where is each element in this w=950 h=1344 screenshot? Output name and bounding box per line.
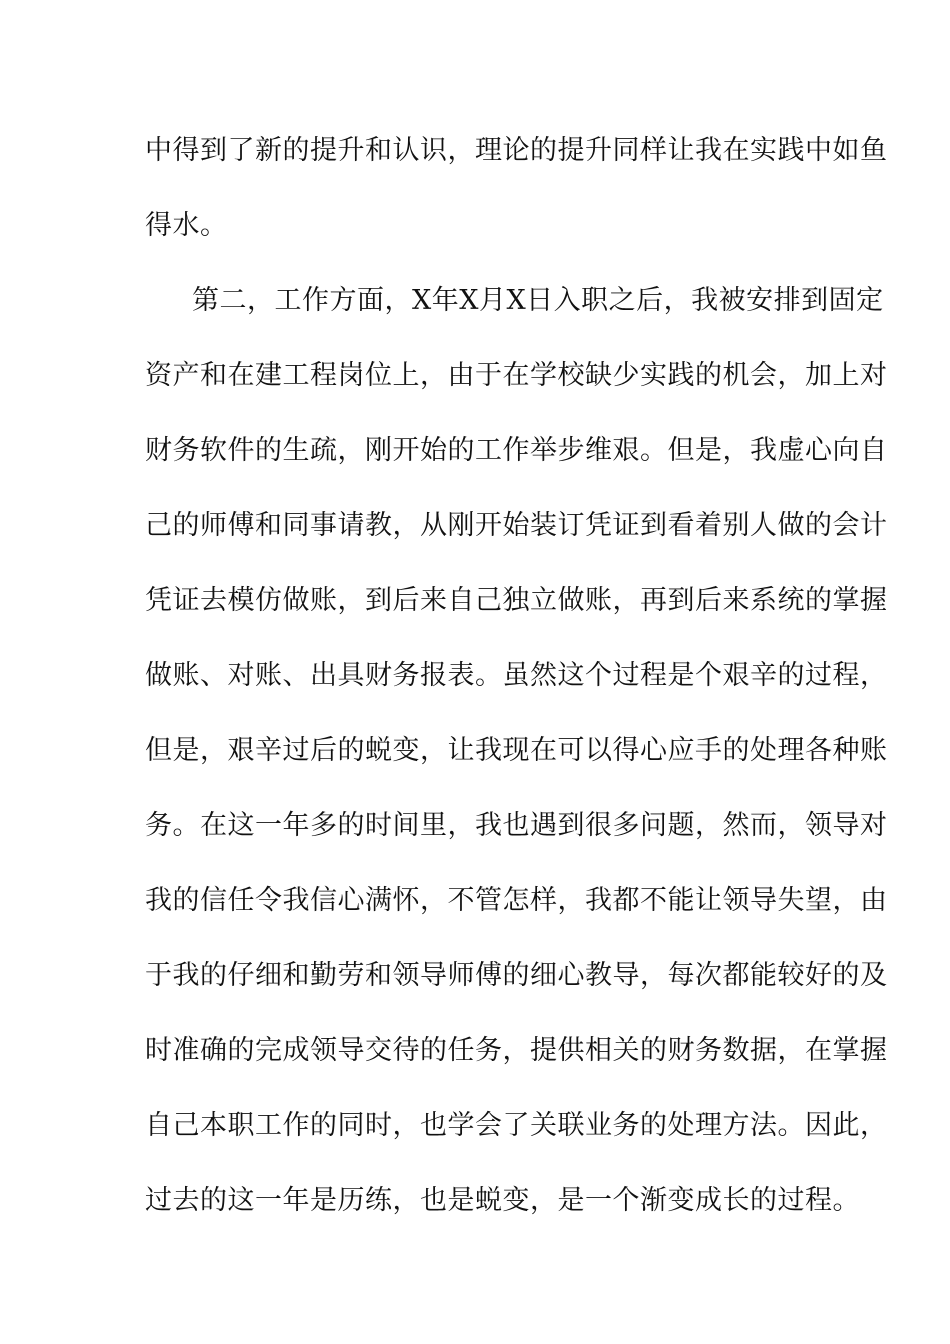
text-line: 财务软件的生疏，刚开始的工作举步维艰。但是，我虚心向自: [145, 435, 888, 466]
paragraph-first-line: 第二，工作方面，X年X月X日入职之后，我被安排到固定: [192, 285, 884, 316]
text-line: 做账、对账、出具财务报表。虽然这个过程是个艰辛的过程，: [145, 660, 888, 691]
text-line: 得水。: [145, 210, 228, 241]
text-line: 务。在这一年多的时间里，我也遇到很多问题，然而，领导对: [145, 810, 888, 841]
text-line: 但是，艰辛过后的蜕变，让我现在可以得心应手的处理各种账: [145, 735, 888, 766]
text-line: 时准确的完成领导交待的任务，提供相关的财务数据，在掌握: [145, 1035, 888, 1066]
text-line: 过去的这一年是历练，也是蜕变，是一个渐变成长的过程。: [145, 1185, 860, 1216]
text-line: 于我的仔细和勤劳和领导师傅的细心教导，每次都能较好的及: [145, 960, 888, 991]
text-line: 中得到了新的提升和认识，理论的提升同样让我在实践中如鱼: [145, 135, 888, 166]
text-line: 自己本职工作的同时，也学会了关联业务的处理方法。因此，: [145, 1110, 888, 1141]
text-line: 凭证去模仿做账，到后来自己独立做账，再到后来系统的掌握: [145, 585, 888, 616]
text-line: 己的师傅和同事请教，从刚开始装订凭证到看着别人做的会计: [145, 510, 888, 541]
text-line: 资产和在建工程岗位上，由于在学校缺少实践的机会，加上对: [145, 360, 888, 391]
text-line: 我的信任令我信心满怀，不管怎样，我都不能让领导失望，由: [145, 885, 888, 916]
